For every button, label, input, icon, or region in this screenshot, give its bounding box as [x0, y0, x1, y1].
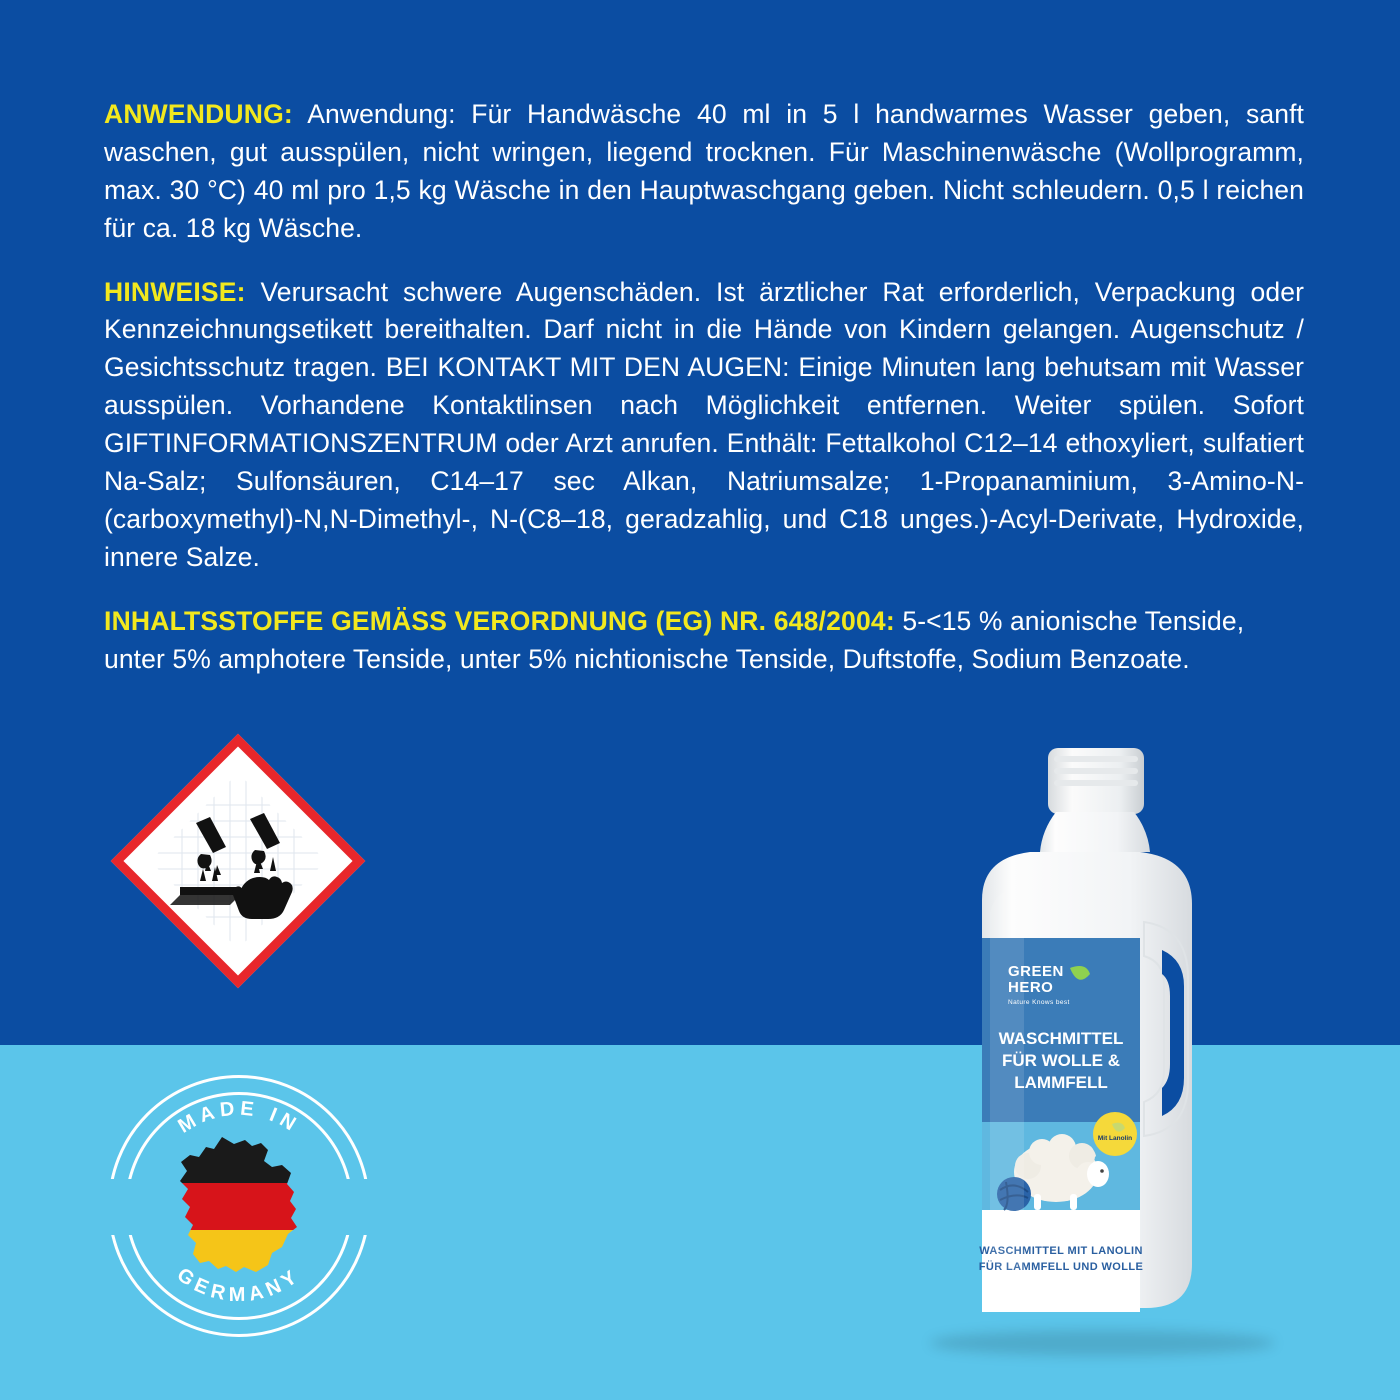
section-inhaltsstoffe — [104, 603, 1304, 679]
lanolin-badge — [1093, 1112, 1137, 1156]
instructions-text-block — [104, 96, 1304, 678]
badge-top-text: MADE IN — [174, 1097, 304, 1138]
section-anwendung — [104, 96, 1304, 248]
section-inhaltsstoffe-lead: INHALTSSTOFFE GEMÄSS VERORDNUNG (EG) NR. 648/2004: — [104, 605, 895, 636]
section-inhaltsstoffe-body: 5-<15 % anionische Tenside, unter 5% amphotere Tenside, unter 5% nichtionische Tenside, Duftstoffe, Sodium Benzoate. — [104, 605, 1245, 674]
section-anwendung-body: Anwendung: Für Handwäsche 40 ml in 5 l handwarmes Wasser geben, sanft waschen, gut ausspülen, nicht wringen, liegend trocknen. Für Maschinenwäsche (Wollprogramm, max. 30 °C) 40 ml pro 1,5 kg Wäsche in den Hauptwaschgang geben. Nicht schleudern. 0,5 l reichen für ca. 18 kg Wäsche. — [104, 99, 1304, 243]
bottle-graphic — [930, 742, 1270, 1367]
section-anwendung-lead: ANWENDUNG: — [104, 99, 293, 129]
germany-map-icon — [160, 1135, 318, 1277]
badge-notch-left — [104, 1179, 134, 1235]
ghs05-corrosion-icon — [122, 745, 354, 977]
made-in-germany-badge — [108, 1075, 370, 1337]
footer-line1: WASCHMITTEL MIT LANOLIN — [979, 1245, 1143, 1257]
section-hinweise — [104, 274, 1304, 577]
product-line2: FÜR WOLLE & — [1001, 1051, 1121, 1070]
brand-line2: HERO — [1008, 979, 1054, 996]
lanolin-badge-text: Mit Lanolin — [1097, 1135, 1133, 1142]
section-hinweise-body: Verursacht schwere Augenschäden. Ist ärztlicher Rat erforderlich, Verpackung oder Kennzeichnungsetikett bereithalten. Darf nicht in die Hände von Kindern gelangen. Augenschutz / Gesichtsschutz tragen. BEI KONTAKT MIT DEN AUGEN: Einige Minuten lang behutsam mit Wasser ausspülen. Vorhandene Kontaktlinsen nach Möglichkeit entfernen. Weiter spülen. Sofort GIFTINFORMATIONSZENTRUM oder Arzt anrufen. Enthält: Fettalkohol C12–14 ethoxyliert, sulfatiert Na-Salz; Sulfonsäuren, C14–17 sec Alkan, Natriumsalze; 1-Propanaminium, 3-Amino-N-(carboxymethyl)-N,N-Dimethyl-, N-(C8–18, geradzahlig, und C18 unges.)-Acyl-Derivate, Hydroxide, innere Salze. — [104, 276, 1304, 572]
footer-line2: FÜR LAMMFELL UND WOLLE — [978, 1261, 1144, 1273]
product-bottle-image — [930, 742, 1270, 1367]
corrosion-glyph — [122, 745, 354, 977]
badge-bottom-text: GERMANY — [172, 1263, 306, 1307]
brand-line1: GREEN — [1008, 963, 1064, 980]
product-line1: WASCHMITTEL — [998, 1029, 1124, 1048]
section-hinweise-lead: HINWEISE: — [104, 276, 246, 307]
bottle-neck — [1040, 812, 1150, 852]
product-line3: LAMMFELL — [1014, 1073, 1108, 1092]
brand-tagline: Nature Knows best — [1008, 999, 1070, 1006]
badge-notch-right — [344, 1179, 374, 1235]
